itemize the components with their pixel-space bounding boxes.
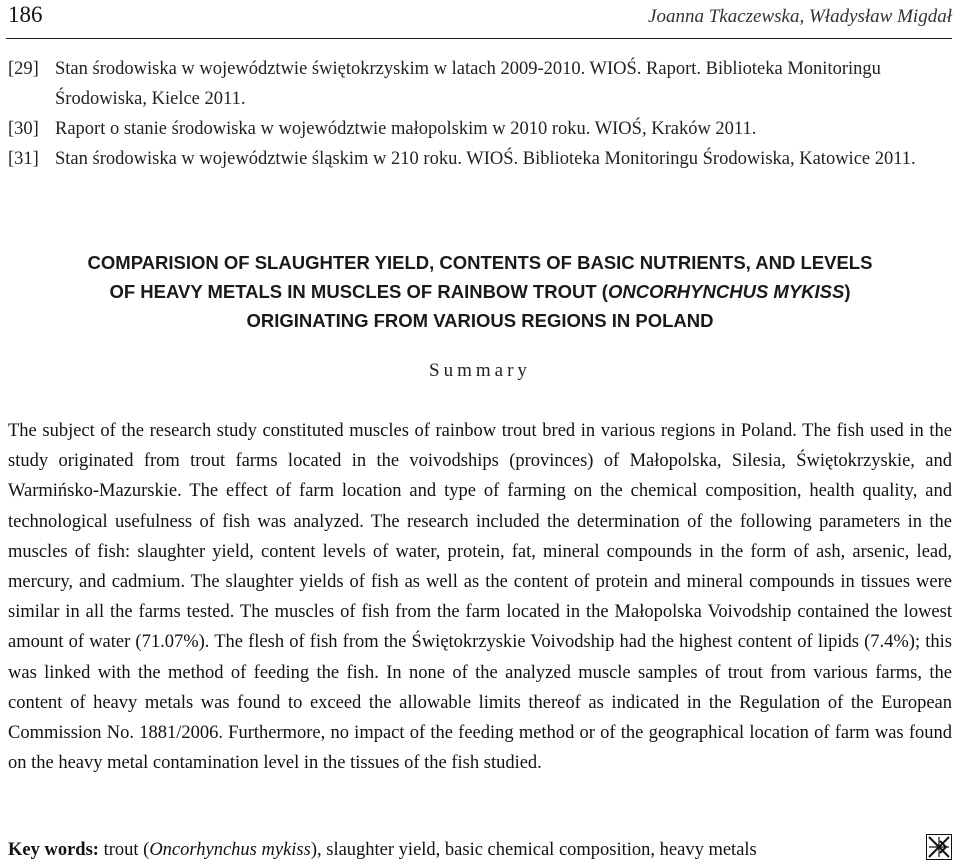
title-line: ORIGINATING FROM VARIOUS REGIONS IN POLAND xyxy=(246,310,714,331)
summary-text: The subject of the research study constituted muscles of rainbow trout bred in various regions in Poland. The fish used in the study originated from trout farms located in the voivodships (provinces) of Małopolska, Silesia, Świętokrzyskie, and Warmińsko-Mazurskie. The effect of farm location and type of farming on the chemical composition, health quality, and technological usefulness of fish was analyzed. The research included the determination of the following parameters in the muscles of fish: slaughter yield, content levels of water, protein, fat, mineral compounds in the form of ash, arsenic, lead, mercury, and cadmium. The slaughter yields of fish as well as the content of protein and mineral compounds in tissues were similar in all the farms tested. The muscles of fish from the farm located in the Małopolska Voivodship contained the lowest amount of water (71.07%). The flesh of fish from the Świętokrzyskie Voivodship had the highest content of lipids (7.4%); this was linked with the method of feeding the fish. In none of the analyzed muscle samples of trout from various farms, the content of heavy metals was found to exceed the allowable limits thereof as indicated in the Regulation of the European Commission No. 1881/2006. Furthermore, no impact of the feeding method or of the geographical location of farm was found on the heavy metal contamination level in the tissues of the fish studied. xyxy=(8,421,952,774)
running-authors: Joanna Tkaczewska, Władysław Migdał xyxy=(648,6,952,27)
keywords-text: ), slaughter yield, basic chemical composition, heavy metals xyxy=(310,840,757,860)
reference-number: [30] xyxy=(8,119,39,139)
keywords-line xyxy=(8,837,952,863)
reference-item xyxy=(8,144,952,174)
reference-list xyxy=(8,54,952,174)
keywords-text: trout ( xyxy=(103,840,150,860)
title-text: OF HEAVY METALS IN MUSCLES OF RAINBOW TROUT ( xyxy=(109,281,608,302)
reference-text: Stan środowiska w województwie śląskim w 210 roku. WIOŚ. Biblioteka Monitoringu Środowiska, Katowice 2011. xyxy=(55,149,916,169)
keywords-label: Key words: xyxy=(8,840,99,860)
reference-text: Stan środowiska w województwie świętokrzyskim w latach 2009-2010. WIOŚ. Raport. Biblioteka Monitoringu Środowiska, Kielce 2011. xyxy=(55,59,881,109)
title-line xyxy=(0,277,960,306)
title-species: ONCORHYNCHUS MYKISS xyxy=(607,281,845,302)
reference-item xyxy=(8,114,952,144)
reference-item xyxy=(8,54,952,114)
page-header xyxy=(6,0,952,39)
continue-arrow-icon xyxy=(926,834,952,860)
reference-text: Raport o stanie środowiska w województwie małopolskim w 2010 roku. WIOŚ, Kraków 2011. xyxy=(55,119,757,139)
summary-paragraph xyxy=(8,416,952,778)
article-title xyxy=(0,248,960,335)
reference-number: [29] xyxy=(8,59,39,79)
keywords-species: Oncorhynchus mykiss xyxy=(149,840,311,860)
page-number: 186 xyxy=(8,2,43,27)
reference-number: [31] xyxy=(8,149,39,169)
title-line: COMPARISION OF SLAUGHTER YIELD, CONTENTS OF BASIC NUTRIENTS, AND LEVELS xyxy=(87,252,873,273)
title-text: ) xyxy=(844,281,851,302)
summary-heading: Summary xyxy=(429,360,531,381)
